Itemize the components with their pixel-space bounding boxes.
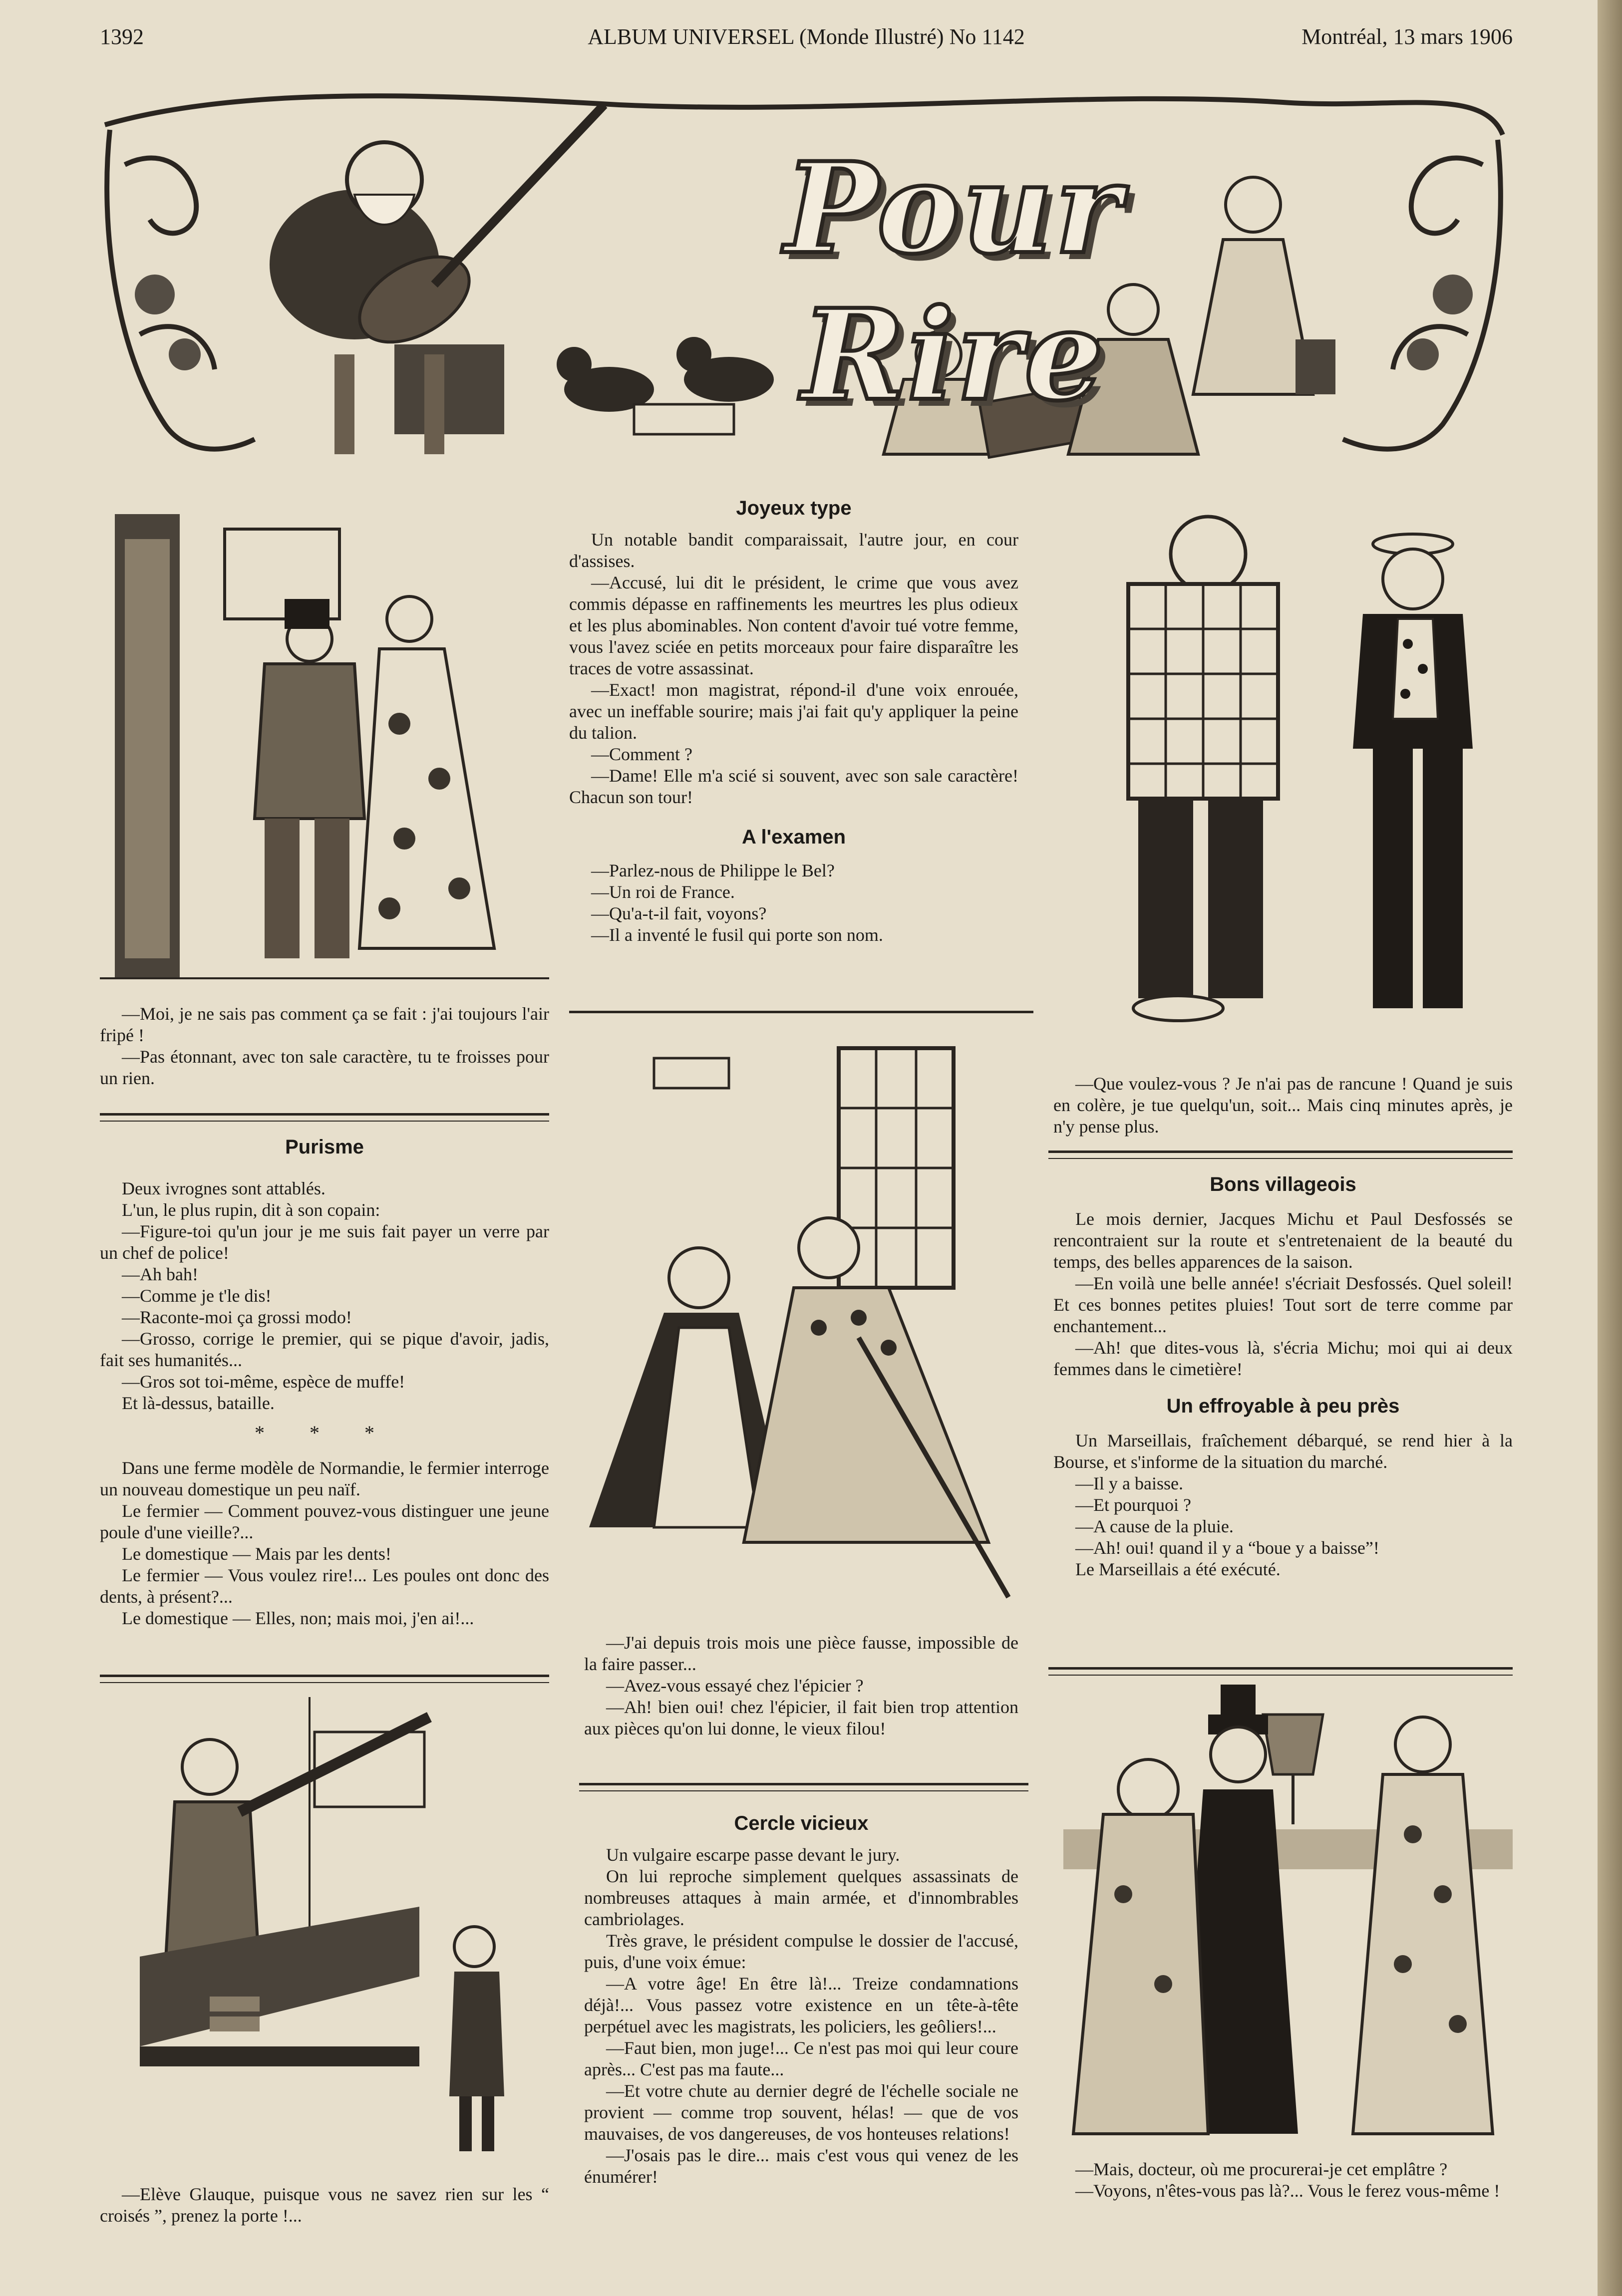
cartoon-two-women-illustration [579, 1028, 1028, 1622]
article-title: Bons villageois [1210, 1173, 1356, 1195]
cartoon-two-women-caption: —J'ai depuis trois mois une pièce fausse, impossible de la faire passer... —Avez-vous essayé chez l'épicier ? —Ah! bien oui! chez l'épicier, il fait bien trop attention aux pièces qu'on lui donne, le vieux filou! [584, 1633, 1018, 1738]
running-head [100, 24, 1513, 54]
guitarist-figure [270, 105, 604, 454]
cartoon-two-men-caption: —Que voulez-vous ? Je n'ai pas de rancune ! Quand je suis en colère, je tue quelqu'un, soit... Mais cinq minutes après, je n'y pense plus. [1053, 1074, 1513, 1137]
article-title: Joyeux type [736, 497, 852, 519]
section-stars: * * * [255, 1422, 394, 1444]
article-joyeux-type: Joyeux type Un notable bandit comparaissait, l'autre jour, en cour d'assises. —Accusé, lui dit le président, le crime que vous avez commis dépasse en raffinements les meurtres les plus odieux et les plus abominables. Non content d'avoir tué votre femme, vous l'avez sciée en petits morceaux pour faire disparaître les traces de votre assassinat. —Exact! mon magistrat, répond-il d'une voix enrouée, avec un ineffable sourire; mais j'ai fait qu'y appliquer la peine du talion. —Comment ? —Dame! Elle m'a scié si souvent, avec son sale caractère! Chacun son tour! A l'examen —Parlez-nous de Philippe le Bel? —Un roi de France. —Qu'a-t-il fait, voyons? —Il a inventé le fusil qui porte son nom. [569, 494, 1018, 946]
article-title: Un effroyable à peu près [1166, 1395, 1400, 1417]
divider [100, 1675, 549, 1683]
cartoon-couple-caption: —Moi, je ne sais pas comment ça se fait : j'ai toujours l'air fripé ! —Pas étonnant, avec ton sale caractère, tu te froisses pour un rien. [100, 1004, 549, 1088]
article-title: Purisme [285, 1136, 364, 1158]
article-bons-villageois: Bons villageois Le mois dernier, Jacques Michu et Paul Desfossés se rencontraient sur la route et s'entretenaient de la beauté du temps, des belles apparences de la saison. —En voilà une belle année! s'écriait Desfossés. Quel soleil! Et ces bonnes petites pluies! Tout sort de terre comme par enchantement... —Ah! que dites-vous là, s'écria Michu; moi qui ai deux femmes dans le cimetière! Un effroyable à peu près Un Marseillais, fraîchement débarqué, se rend hier à la Bourse, et s'informe de la situation du marché. —Il y a baisse. —Et pourquoi ? —A cause de la pluie. —Ah! oui! quand il y a “boue y a baisse”! Le Marseillais a été exécuté. [1053, 1170, 1513, 1580]
cartoon-couple-illustration [100, 499, 549, 993]
article-cercle-vicieux: Cercle vicieux Un vulgaire escarpe passe devant le jury. On lui reproche simplement quelques assassinats de nombreuses attaques à main armée, et d'innombrables cambriolages. Très grave, le président compulse le dossier de l'accusé, puis, d'une voix émue: —A votre âge! En être là!... Treize condamnations déjà!... Vous passez votre existence en un tête-à-tête perpétuel avec les magistrats, les policiers, les geôliers!... —Faut bien, mon juge!... Ce n'est pas moi qui leur coure après... C'est pas ma faute... —Et votre chute au dernier degré de l'échelle sociale ne provient — comme trop souvent, hélas! — que de vos mauvaises, de vos dangereuses, de vos honteuses relations! —J'osais pas le dire... mais c'est vous qui venez de les énumérer! [584, 1809, 1018, 2188]
cartoon-doctor-illustration [1063, 1685, 1513, 2144]
pour-rire-banner [95, 75, 1513, 474]
divider [569, 1011, 1033, 1013]
divider [1048, 1667, 1513, 1676]
issue-date: Montréal, 13 mars 1906 [1301, 24, 1513, 49]
article-title: A l'examen [741, 826, 846, 848]
divider [100, 1113, 549, 1122]
page-spine [1598, 0, 1622, 2296]
article-purisme: Purisme Deux ivrognes sont attablés. L'un, le plus rupin, dit à son copain: —Figure-toi qu'un jour je me suis fait payer un verre par un chef de police! —Ah bah! —Comme je t'le dis! —Raconte-moi ça grossi modo! —Grosso, corrige le premier, qui se pique d'avoir, jadis, fait ses humanités... —Gros sot toi-même, espèce de muffe! Et là-dessus, bataille. * * * Dans une ferme modèle de Normandie, le fermier interroge un nouveau domestique un peu naïf. Le fermier — Comment pouvez-vous distinguer une jeune poule d'une vieille?... Le domestique — Mais par les dents! Le fermier — Vous voulez rire!... Les poules ont donc des dents, à présent?... Le domestique — Elles, non; mais moi, j'en ai!... [100, 1133, 549, 1629]
page-number: 1392 [100, 24, 144, 49]
cartoon-classroom-caption: —Elève Glauque, puisque vous ne savez rien sur les “ croisés ”, prenez la porte !... [100, 2184, 549, 2226]
cartoon-classroom-illustration [110, 1697, 539, 2161]
publication-title: ALBUM UNIVERSEL (Monde Illustré) No 1142 [588, 24, 1025, 49]
cartoon-two-men-illustration [1053, 499, 1513, 1058]
article-title: Cercle vicieux [734, 1812, 869, 1834]
banner-title: Pour Rire [784, 135, 1123, 428]
divider [579, 1783, 1028, 1791]
divider [1048, 1150, 1513, 1159]
cartoon-doctor-caption: —Mais, docteur, où me procurerai-je cet emplâtre ? —Voyons, n'êtes-vous pas là?... Vous le ferez vous-même ! [1075, 2159, 1500, 2201]
